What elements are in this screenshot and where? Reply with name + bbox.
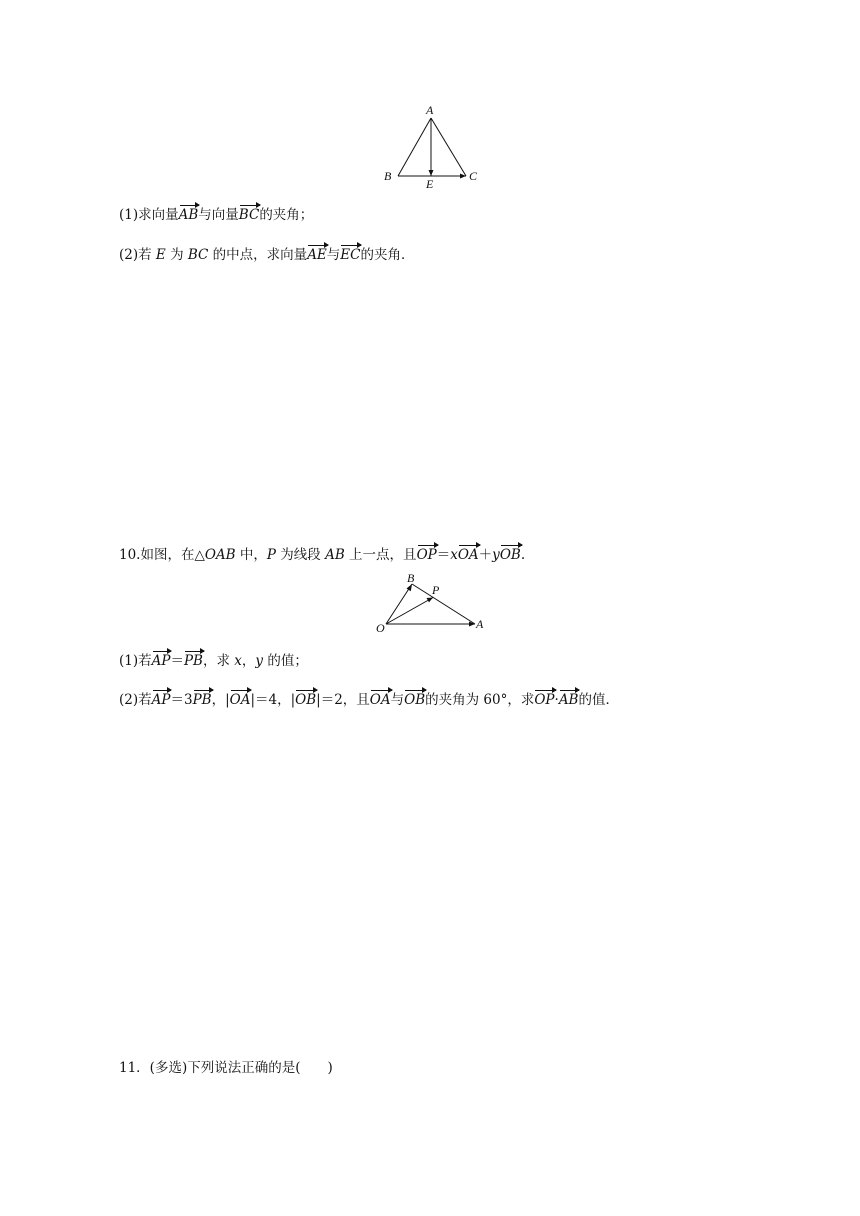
label-b: B: [407, 571, 415, 585]
label-a: A: [426, 103, 434, 117]
triangle-oab-figure: [372, 570, 492, 636]
label-e: E: [426, 177, 434, 191]
q9-part2: (2)若 E 为 BC 的中点，求向量AE与EC的夹角．: [119, 247, 415, 263]
label-p: P: [432, 583, 440, 597]
q10-part2: (2)若AP＝3PB，|OA|＝4，|OB|＝2，且OA与OB的夹角为 60°，求OP·AB的值．: [119, 692, 619, 708]
label-b: B: [384, 169, 392, 183]
triangle-abc-figure: [378, 100, 488, 192]
label-a: A: [476, 617, 484, 631]
q11-stem: 11．(多选)下列说法正确的是( ): [119, 1060, 333, 1076]
label-c: C: [469, 169, 478, 183]
q9-part1: (1)求向量AB与向量BC的夹角；: [119, 207, 314, 223]
label-o: O: [376, 621, 385, 635]
q10-stem: 10.如图，在△OAB 中，P 为线段 AB 上一点，且OP＝xOA＋yOB.: [119, 547, 526, 563]
q10-part1: (1)若AP＝PB，求 x，y 的值；: [119, 653, 308, 669]
